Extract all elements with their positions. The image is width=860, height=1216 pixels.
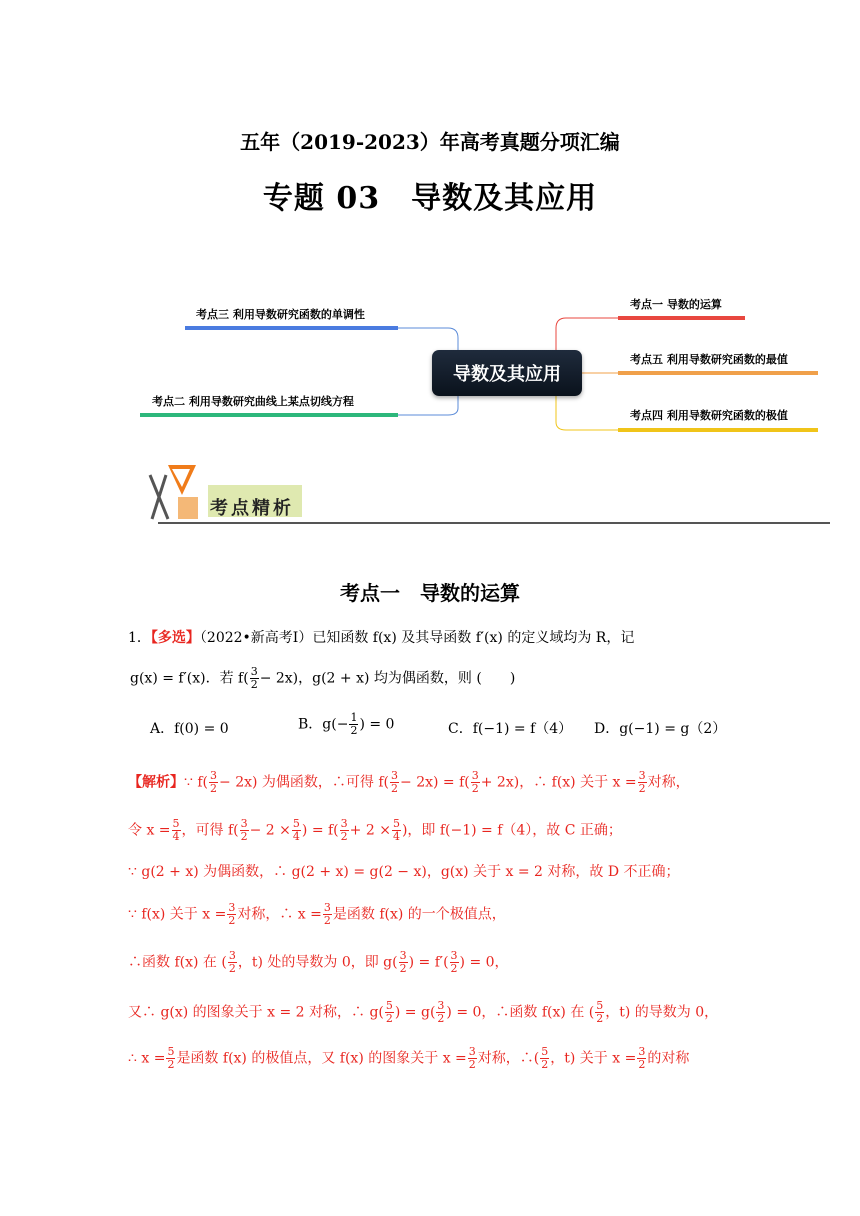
compass-icon: [150, 475, 168, 519]
fraction: $\frac{3}{2}$: [250, 665, 258, 691]
solution-tag: 【解析】: [128, 774, 184, 791]
question-line-2: [130, 666, 515, 691]
fraction: $\frac{3}{2}$: [399, 949, 407, 975]
mindmap-branch-right-2: 考点五 利用导数研究函数的最值: [630, 353, 788, 366]
question-source: （2022•新高考Ⅰ）: [199, 630, 313, 646]
banner-label: 考点精析: [210, 498, 294, 519]
fraction: $\frac{3}{2}$: [471, 769, 479, 795]
fraction: $\frac{3}{2}$: [437, 999, 445, 1025]
fraction: $\frac{5}{4}$: [292, 817, 300, 843]
section-title: 考点一 导数的运算: [340, 581, 520, 605]
fraction: $\frac{3}{2}$: [323, 901, 331, 927]
question-number: 1．: [128, 630, 151, 646]
fraction: $\frac{5}{2}$: [167, 1045, 175, 1071]
mindmap-branch-right-1: 考点一 导数的运算: [630, 298, 722, 311]
question-text-2a: g(x) = f′(x)．若 f(: [130, 670, 249, 687]
fraction: $\frac{5}{4}$: [172, 817, 180, 843]
mindmap-branch-left-2: 考点二 利用导数研究曲线上某点切线方程: [152, 395, 354, 408]
option-b[interactable]: [298, 712, 394, 737]
fraction: $\frac{3}{2}$: [340, 817, 348, 843]
fraction: $\frac{1}{2}$: [350, 711, 358, 737]
solution-line-6: 又∴ g(x) 的图象关于 x = 2 对称，∴ g( $\frac{5}{2}$ ) = g( $\frac{3}{2}$ ) = 0，∴函数 f(x) 在 ( $\frac{5}{2}$ ，t) 的导数为 0，: [128, 999, 719, 1025]
fraction: $\frac{3}{2}$: [638, 769, 646, 795]
document-title: 五年（2019-2023）年高考真题分项汇编: [240, 130, 620, 154]
option-b-prefix: B．g(−: [298, 716, 349, 733]
fraction: $\frac{3}{2}$: [240, 817, 248, 843]
fraction: $\frac{3}{2}$: [638, 1045, 646, 1071]
fraction: $\frac{3}{2}$: [450, 949, 458, 975]
fraction: $\frac{5}{2}$: [596, 999, 604, 1025]
fraction: $\frac{3}{2}$: [210, 769, 218, 795]
question-text-1: 已知函数 f(x) 及其导函数 f′(x) 的定义域均为 R，记: [312, 630, 635, 646]
mindmap-branch-left-1: 考点三 利用导数研究函数的单调性: [196, 308, 365, 321]
solution-line-1: 【解析】∵ f( $\frac{3}{2}$ − 2x) 为偶函数，∴可得 f( $\frac{3}{2}$ − 2x) = f( $\frac{3}{2}$ + 2x)，∴ f(x) 关于 x = $\frac{3}{2}$ 对称，: [128, 769, 690, 795]
question-line-1: [128, 628, 634, 648]
connector-left-top: [185, 328, 458, 373]
option-a[interactable]: A．f(0) = 0: [150, 721, 229, 737]
fraction: $\frac{3}{2}$: [228, 949, 236, 975]
question-tag: 【多选】: [150, 630, 200, 646]
triangle-ruler-icon: [168, 465, 196, 495]
mindmap-branch-right-3: 考点四 利用导数研究函数的极值: [630, 409, 788, 422]
fraction: $\frac{3}{2}$: [468, 1045, 476, 1071]
solution-line-3: ∵ g(2 + x) 为偶函数，∴ g(2 + x) = g(2 − x)，g(x) 关于 x = 2 对称，故 D 不正确；: [128, 864, 680, 880]
fraction: $\frac{3}{2}$: [228, 901, 236, 927]
option-d[interactable]: D．g(−1) = g（2）: [594, 721, 727, 737]
fraction: $\frac{5}{4}$: [392, 817, 400, 843]
option-b-suffix: ) = 0: [359, 716, 395, 733]
fraction: $\frac{5}{2}$: [541, 1045, 549, 1071]
fraction: $\frac{3}{2}$: [391, 769, 399, 795]
solution-line-7: ∴ x = $\frac{5}{2}$ 是函数 f(x) 的极值点，又 f(x) 的图象关于 x = $\frac{3}{2}$ 对称，∴( $\frac{5}{2}$ ，t) 关于 x = $\frac{3}{2}$ 的对称: [128, 1045, 690, 1071]
question-text-2b: − 2x)，g(2 + x) 均为偶函数，则 ( ): [259, 670, 516, 687]
topic-title: 专题 03 导数及其应用: [262, 181, 598, 216]
solution-line-5: ∴函数 f(x) 在 ( $\frac{3}{2}$ ，t) 处的导数为 0，即 g( $\frac{3}{2}$ ) = f′( $\frac{3}{2}$ ) = 0，: [128, 949, 509, 975]
fraction: $\frac{5}{2}$: [385, 999, 393, 1025]
option-c[interactable]: C．f(−1) = f（4）: [448, 721, 573, 737]
solution-line-2: 令 x = $\frac{5}{4}$ ，可得 f( $\frac{3}{2}$ − 2 × $\frac{5}{4}$ ) = f( $\frac{3}{2}$ + 2 × $\frac{5}{4}$ )，即 f(−1) = f（4），故 C 正确；: [128, 817, 622, 843]
setsquare-icon: [178, 497, 198, 519]
solution-line-4: ∵ f(x) 关于 x = $\frac{3}{2}$ 对称，∴ x = $\frac{3}{2}$ 是函数 f(x) 的一个极值点，: [128, 901, 506, 927]
mindmap-center-node: 导数及其应用: [432, 350, 582, 396]
